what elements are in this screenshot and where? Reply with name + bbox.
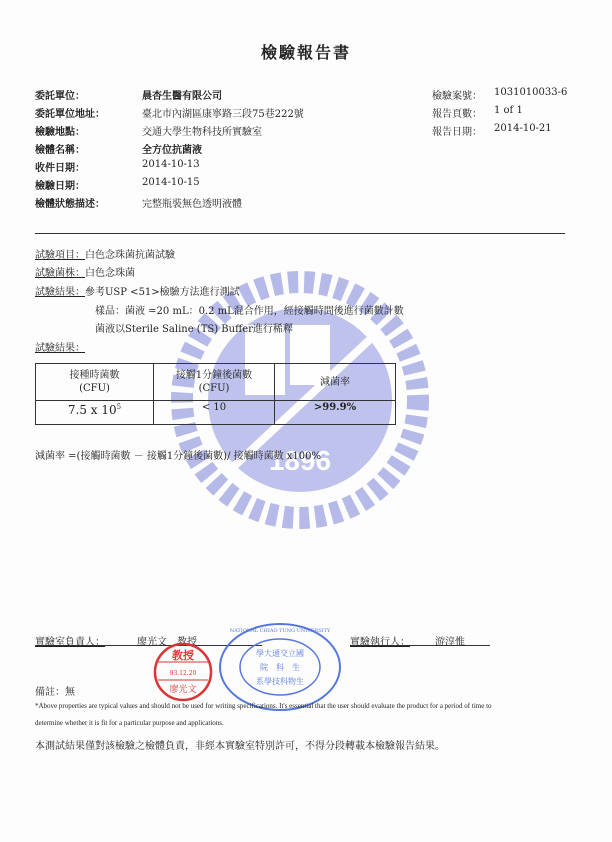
header-after-1min: 接觸1分鐘後菌數 (CFU) [154,364,275,401]
executor-label: 實驗執行人： [350,637,410,648]
disclaimer-line-1: *Above properties are typical values and should not be used for writing specifications. It's essential that the user should evaluate the product for a period of time to [35,702,492,710]
meta-label: 報告日期： [432,127,482,138]
meta-value: 2014-10-21 [494,123,552,134]
svg-text:教授: 教授 [172,649,194,662]
cell-inoculum: 7.5 x $10^5$ [36,401,154,425]
svg-text:93.12.20: 93.12.20 [169,670,197,677]
meta-label: 檢驗案號： [432,91,482,102]
results-table [35,363,396,425]
svg-text:院 科 生: 院 科 生 [260,663,300,672]
sample-description: 樣品：菌液 =20 mL：0.2 mL混合作用，經接觸時間後進行菌數計數 [95,306,404,317]
info-value: 晨杏生醫有限公司 [142,91,222,102]
info-value: 2014-10-13 [142,159,200,170]
lab-head-label: 實驗室負責人： [35,637,105,648]
svg-text:學大通交立國: 學大通交立國 [256,649,304,658]
svg-text:NATIONAL CHIAO TUNG UNIVERSITY: NATIONAL CHIAO TUNG UNIVERSITY [229,628,331,634]
divider [35,233,565,234]
info-label: 委託單位地址： [35,109,105,120]
test-item: 白色念珠菌抗菌試驗 [85,250,175,261]
info-label: 檢驗日期： [35,181,85,192]
footer-statement: 本測試結果僅對該檢驗之檢體負責，非經本實驗室特別許可，不得分段轉載本檢驗報告結果。 [35,741,445,752]
lab-head-name: 廖光文 教授 [137,637,197,648]
info-value: 完整瓶裝無色透明液體 [142,199,242,210]
red-seal-stamp [150,640,220,704]
svg-text:廖光文: 廖光文 [169,685,197,695]
info-value: 2014-10-15 [142,177,200,188]
result-label: 試驗結果： [35,287,85,298]
info-value: 全方位抗菌液 [142,145,202,156]
info-label: 收件日期： [35,163,85,174]
info-label: 檢體狀態描述： [35,199,105,210]
disclaimer-line-2: determine whether it is fit for a particular purpose and applications. [35,719,224,727]
info-label: 檢驗地點： [35,127,85,138]
meta-value: 1 of 1 [494,105,523,116]
svg-text:1896: 1896 [268,445,332,476]
header-inoculum: 接種時菌數 (CFU) [36,364,154,401]
info-value: 交通大學生物科技所實驗室 [142,127,262,138]
document-title: 檢驗報告書 [260,43,351,62]
meta-label: 報告頁數： [432,109,482,120]
dilution-description: 菌液以Sterile Saline (TS) Buffer進行稀釋 [95,324,293,335]
strain-label: 試驗菌株： [35,268,85,279]
cell-after-1min: < 10 [154,401,275,425]
results-label: 試驗結果： [35,343,85,354]
strain: 白色念珠菌 [85,268,135,279]
formula: 減菌率 =(接觸時菌數 － 接觸1分鐘後菌數)/ 接觸時菌數 x100% [35,451,322,462]
executor-name: 游淳惟 [435,637,465,648]
svg-text:系學技科物生: 系學技科物生 [256,677,304,686]
meta-value: 1031010033-6 [494,87,568,98]
method: 參考USP <51>檢驗方法進行測試 [85,287,240,298]
cell-reduction-rate: >99.9% [275,401,396,425]
remark: 備註：無 [35,687,75,698]
info-value: 臺北市內湖區康寧路三段75巷222號 [142,109,304,120]
university-department-seal [215,620,345,715]
header-reduction-rate: 減菌率 [275,364,396,401]
info-label: 檢體名稱： [35,145,85,156]
info-label: 委託單位： [35,91,85,102]
test-item-label: 試驗項目： [35,250,85,261]
